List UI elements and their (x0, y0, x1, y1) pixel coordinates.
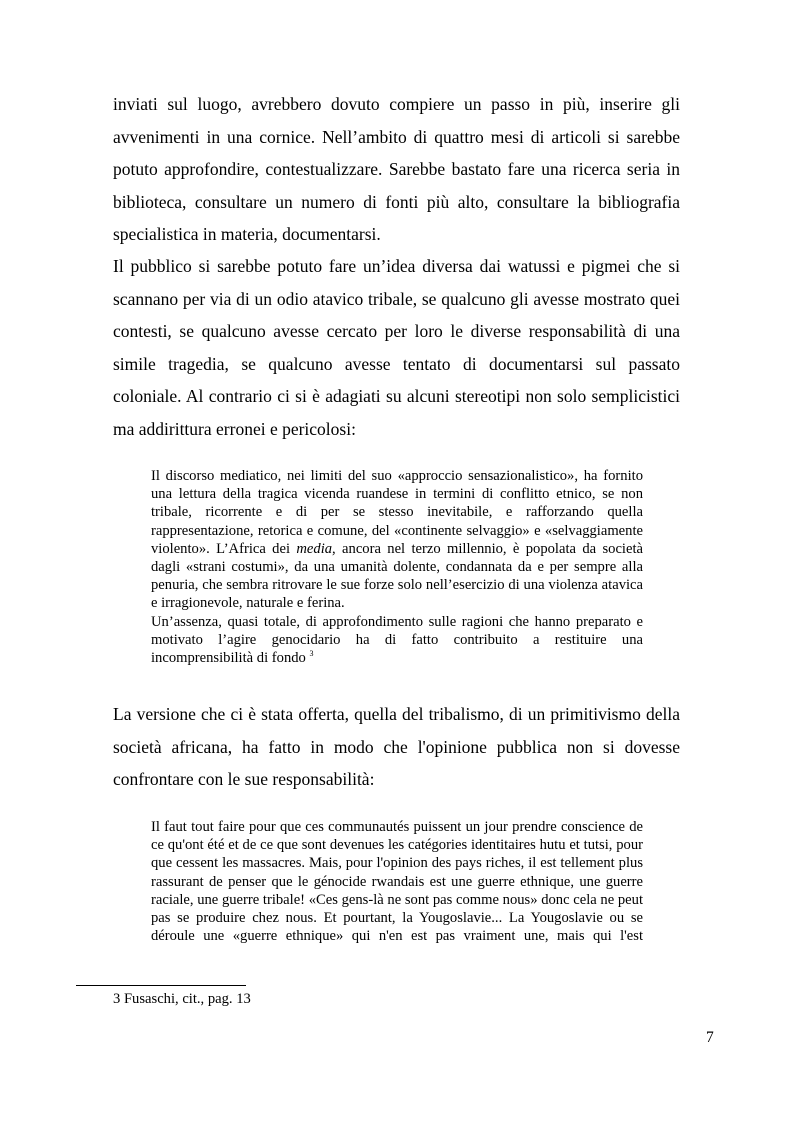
quote-paragraph (151, 613, 643, 668)
quote-text: , ancora nel terzo millennio, è popolata da società dagli «strani costumi», da una umanità dolente, condannata da e per sempre alla penuria, che sembra ritrovare le sue forze solo nell’esercizio di una violenza atavica e irragionevole, naturale e ferina. (151, 540, 643, 612)
quote-text: Un’assenza, quasi totale, di approfondimento sulle ragioni che hanno preparato e motivato l’agire genocidario ha di fatto contribuito a restituire una incomprensibilità di fondo (151, 613, 643, 667)
footnote-reference: 3 (309, 649, 314, 659)
paragraph-text: inviati sul luogo, avrebbero dovuto compiere un passo in più, inserire gli avvenimenti in una cornice. Nell’ambito di quattro mesi di articoli si sarebbe potuto approfondire, contestualizzare. Sarebbe bastato fare una ricerca seria in biblioteca, consultare un numero di fonti più alto, consultare la bibliografia specialistica in materia, documentarsi. (113, 94, 680, 244)
body-paragraph-1 (113, 88, 680, 251)
body-paragraph-3 (113, 698, 680, 796)
quote-text: Il discorso mediatico, nei limiti del suo «approccio sensazionalistico», ha fornito una lettura della tragica vicenda ruandese in termini di conflitto etnico, se non tribale, ricorrente e di per se stesso inevitabile, e rafforzando quella rappresentazione, retorica e comune, del «continente selvaggio» e «selvaggiamente violento». L’Africa dei (151, 468, 643, 557)
footnote: 3 Fusaschi, cit., pag. 13 (113, 991, 251, 1007)
paragraph-text: Il pubblico si sarebbe potuto fare un’idea diversa dai watussi e pigmei che si scannano per via di un odio atavico tribale, se qualcuno gli avesse mostrato quei contesti, se qualcuno avesse cercato per loro le diverse responsabilità di una simile tragedia, se qualcuno avesse tentato di documentarsi sul passato coloniale. Al contrario ci si è adagiati su alcuni stereotipi non solo semplicistici ma addirittura erronei e pericolosi: (113, 256, 680, 439)
body-paragraph-2 (113, 250, 680, 445)
page-number: 7 (706, 1029, 714, 1046)
footnote-separator (76, 985, 246, 986)
paragraph-text: La versione che ci è stata offerta, quella del tribalismo, di un primitivismo della società africana, ha fatto in modo che l'opinione pubblica non si dovesse confrontare con le sue responsabilità: (113, 704, 680, 789)
quote-paragraph (151, 467, 643, 613)
quote-emphasis: media (296, 540, 333, 557)
block-quote-1 (151, 467, 643, 667)
block-quote-2 (151, 818, 643, 945)
quote-text: Il faut tout faire pour que ces communautés puissent un jour prendre conscience de ce qu'ont été et de ce que sont devenues les catégories identitaires hutu et tutsi, pour que cessent les massacres. Mais, pour l'opinion des pays riches, il est tellement plus rassurant de penser que le génocide rwandais est une guerre ethnique, une guerre raciale, une guerre tribale! «Ces gens-là ne sont pas comme nous» donc cela ne peut pas se produire chez nous. Et pourtant, la Yougoslavie... La Yougoslavie ou se déroule une «guerre ethnique» qui n'en est pas vraiment une, mais qui l'est (151, 819, 643, 945)
